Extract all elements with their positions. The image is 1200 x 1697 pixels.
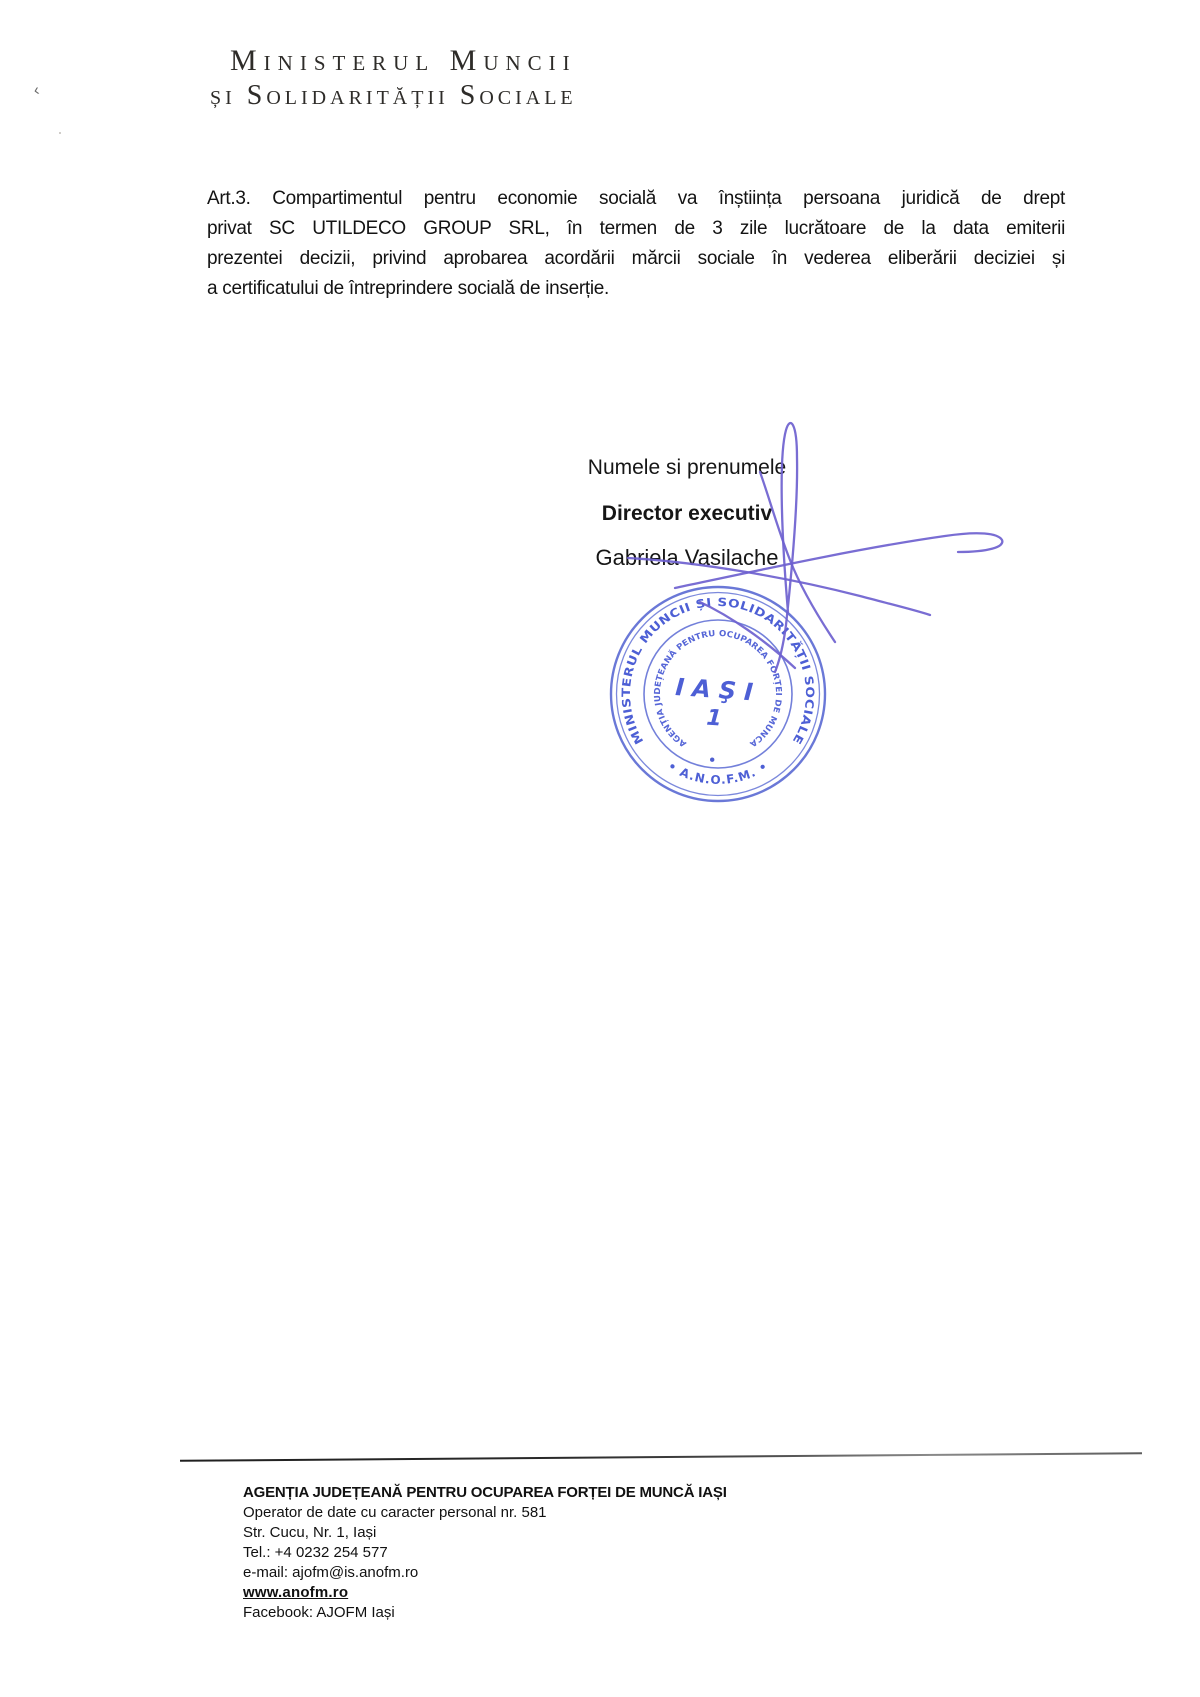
signatory-role: Director executiv [601, 502, 773, 525]
scan-artifact-dot: · [57, 122, 63, 142]
stamp-inner-ring-text: AGENȚIA JUDEȚEANĂ PENTRU OCUPAREA FORȚEI DE MUNCA [651, 627, 785, 750]
stamp-separator-dot [710, 758, 714, 762]
footer-divider-line [180, 1452, 1142, 1462]
stamp-city-text: IAŞI [674, 673, 762, 707]
signature-label: Numele si prenumele [587, 456, 787, 479]
signature-stroke [675, 533, 1002, 588]
article-paragraph [207, 184, 1065, 304]
article-line: Art.3. Compartimentul pentru economie socială va înștiința persoana juridică de drept [207, 188, 1065, 209]
stamp-outer-ring-text: MINISTERUL MUNCII ȘI SOLIDARITĂȚII SOCIALE [618, 594, 818, 747]
footer-email: e-mail: ajofm@is.anofm.ro [243, 1564, 419, 1581]
footer-contact-block [243, 1483, 727, 1623]
footer-agency-name: AGENȚIA JUDEȚEANĂ PENTRU OCUPAREA FORȚEI DE MUNCĂ IAȘI [243, 1484, 727, 1501]
article-line: privat SC UTILDECO GROUP SRL, în termen de 3 zile lucrătoare de la data emiterii [207, 218, 1065, 239]
stamp-anofm-text: • A.N.O.F.M. • [665, 758, 771, 788]
footer-phone: Tel.: +4 0232 254 577 [243, 1544, 388, 1561]
signatory-name: Gabriela Vasilache [595, 545, 779, 570]
footer-operator: Operator de date cu caracter personal nr. 581 [243, 1504, 547, 1521]
scan-artifact-mark: ‹ [32, 81, 41, 100]
footer-website-link: www.anofm.ro [243, 1584, 349, 1601]
article-line: a certificatului de întreprindere socială de inserție. [207, 278, 610, 299]
ministry-name-line2: și Solidarității Sociale [210, 80, 577, 111]
footer-facebook: Facebook: AJOFM Iași [243, 1604, 395, 1621]
ministry-name-line1: Ministerul Muncii [230, 44, 577, 77]
handwritten-signature [520, 400, 1040, 700]
footer-address: Str. Cucu, Nr. 1, Iași [243, 1524, 377, 1541]
article-line: prezentei decizii, privind aprobarea acordării mărcii sociale în vederea eliberării deciziei și [207, 248, 1065, 269]
letterhead [210, 44, 577, 112]
stamp-number-text: 1 [705, 705, 723, 732]
